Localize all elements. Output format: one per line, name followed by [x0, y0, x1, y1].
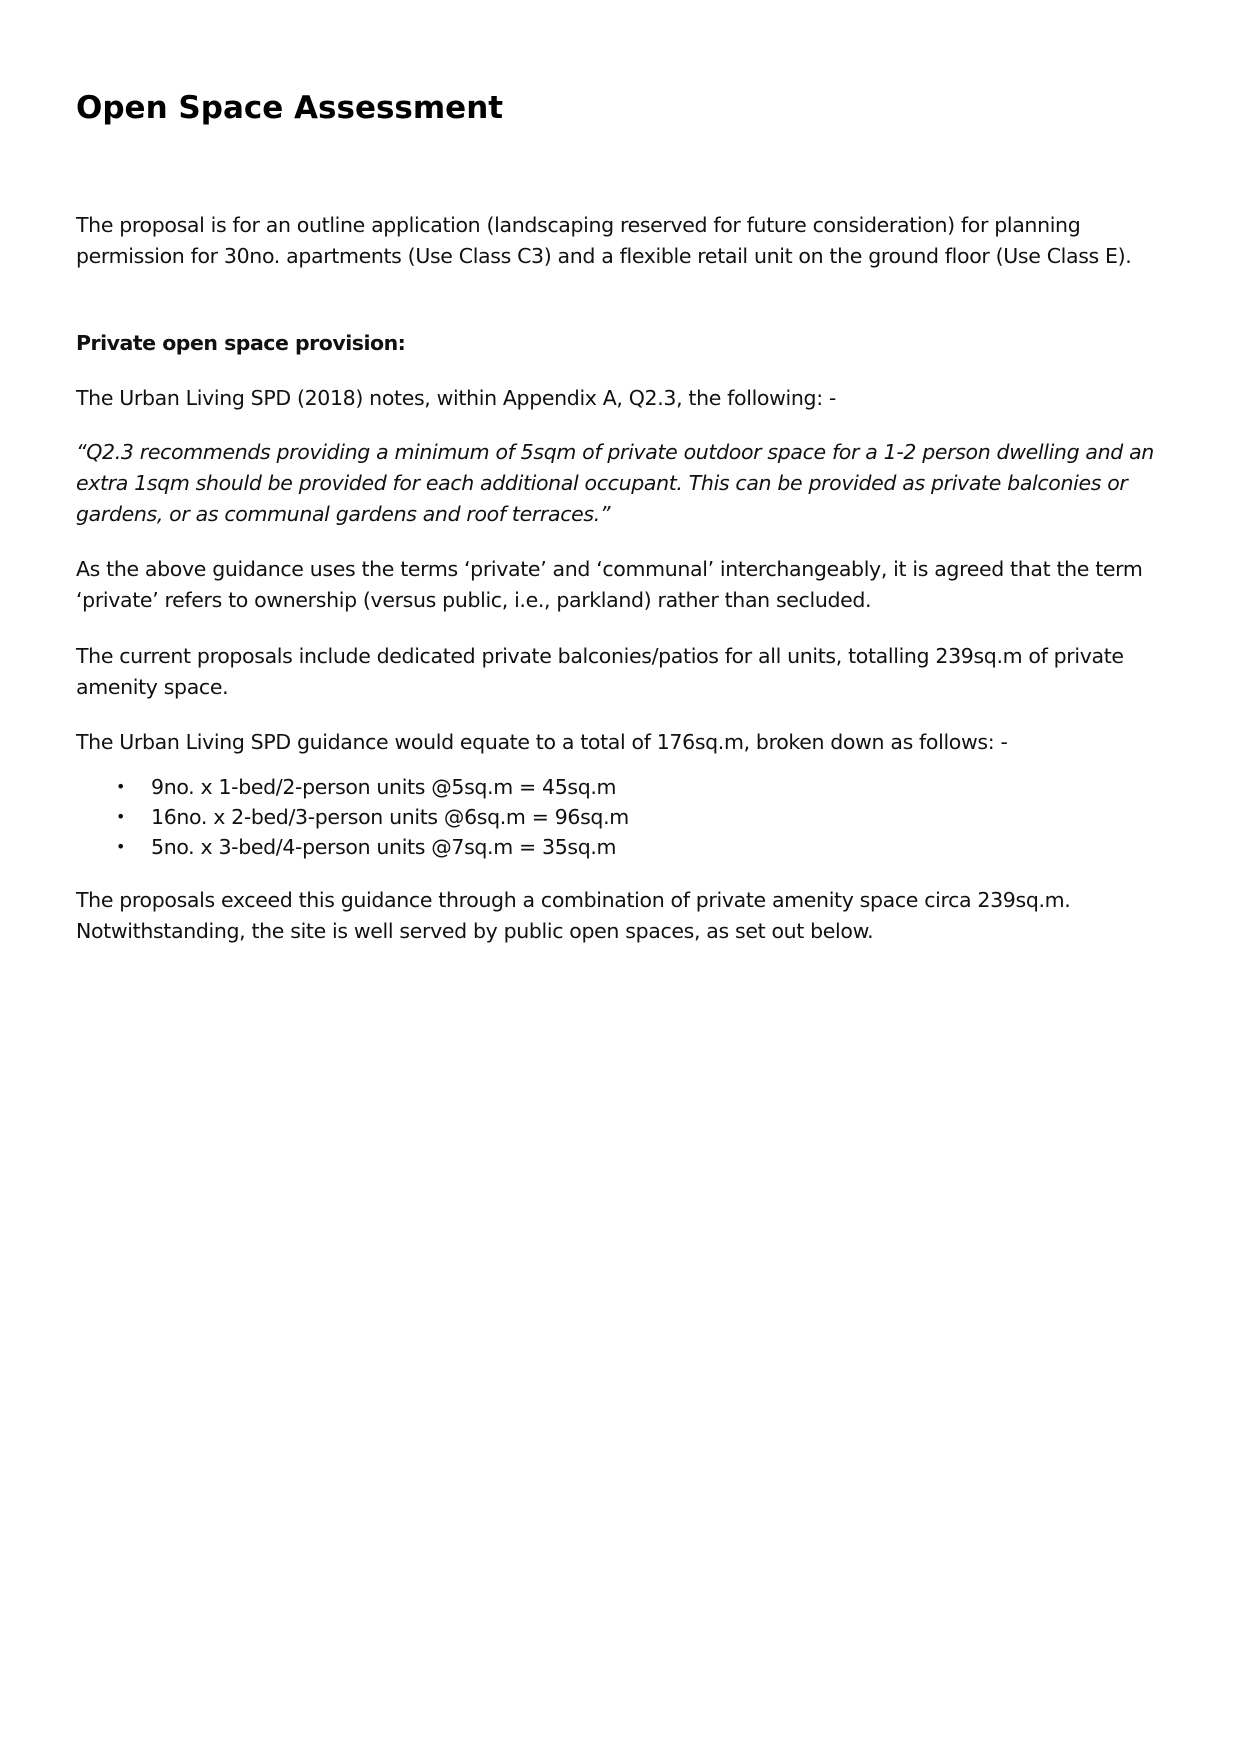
bullet-icon: • — [116, 807, 126, 826]
spd-note-paragraph: The Urban Living SPD (2018) notes, within Appendix A, Q2.3, the following: - — [76, 386, 836, 410]
section-heading-private-open-space: Private open space provision: — [76, 331, 406, 355]
guidance-total-paragraph: The Urban Living SPD guidance would equate to a total of 176sq.m, broken down as follows: - — [76, 730, 1008, 754]
page-title: Open Space Assessment — [76, 90, 504, 126]
conclusion-paragraph: The proposals exceed this guidance through a combination of private amenity space circa 239sq.m. Notwithstanding, the site is well served by public open spaces, as set out below. — [76, 888, 1071, 943]
unit-breakdown-list — [76, 772, 1174, 862]
list-item-text: 16no. x 2-bed/3-person units @6sq.m = 96sq.m — [151, 805, 629, 829]
intro-paragraph: The proposal is for an outline application (landscaping reserved for future consideration) for planning permission for 30no. apartments (Use Class C3) and a flexible retail unit on the ground floor (Use Class E). — [76, 213, 1132, 268]
current-proposals-paragraph: The current proposals include dedicated private balconies/patios for all units, totalling 239sq.m of private amenity space. — [76, 644, 1124, 699]
list-item — [76, 802, 1174, 832]
terms-paragraph: As the above guidance uses the terms ‘private’ and ‘communal’ interchangeably, it is agreed that the term ‘private’ refers to ownership (versus public, i.e., parkland) rather than secluded. — [76, 557, 1143, 612]
quote-paragraph: “Q2.3 recommends providing a minimum of 5sqm of private outdoor space for a 1-2 person dwelling and an extra 1sqm should be provided for each additional occupant. This can be provided as private balconies or gardens, or as communal gardens and roof terraces.” — [76, 440, 1154, 526]
bullet-icon: • — [116, 837, 126, 856]
list-item — [76, 832, 1174, 862]
bullet-icon: • — [116, 777, 126, 796]
list-item-text: 5no. x 3-bed/4-person units @7sq.m = 35sq.m — [151, 835, 617, 859]
list-item-text: 9no. x 1-bed/2-person units @5sq.m = 45sq.m — [151, 775, 617, 799]
list-item — [76, 772, 1174, 802]
